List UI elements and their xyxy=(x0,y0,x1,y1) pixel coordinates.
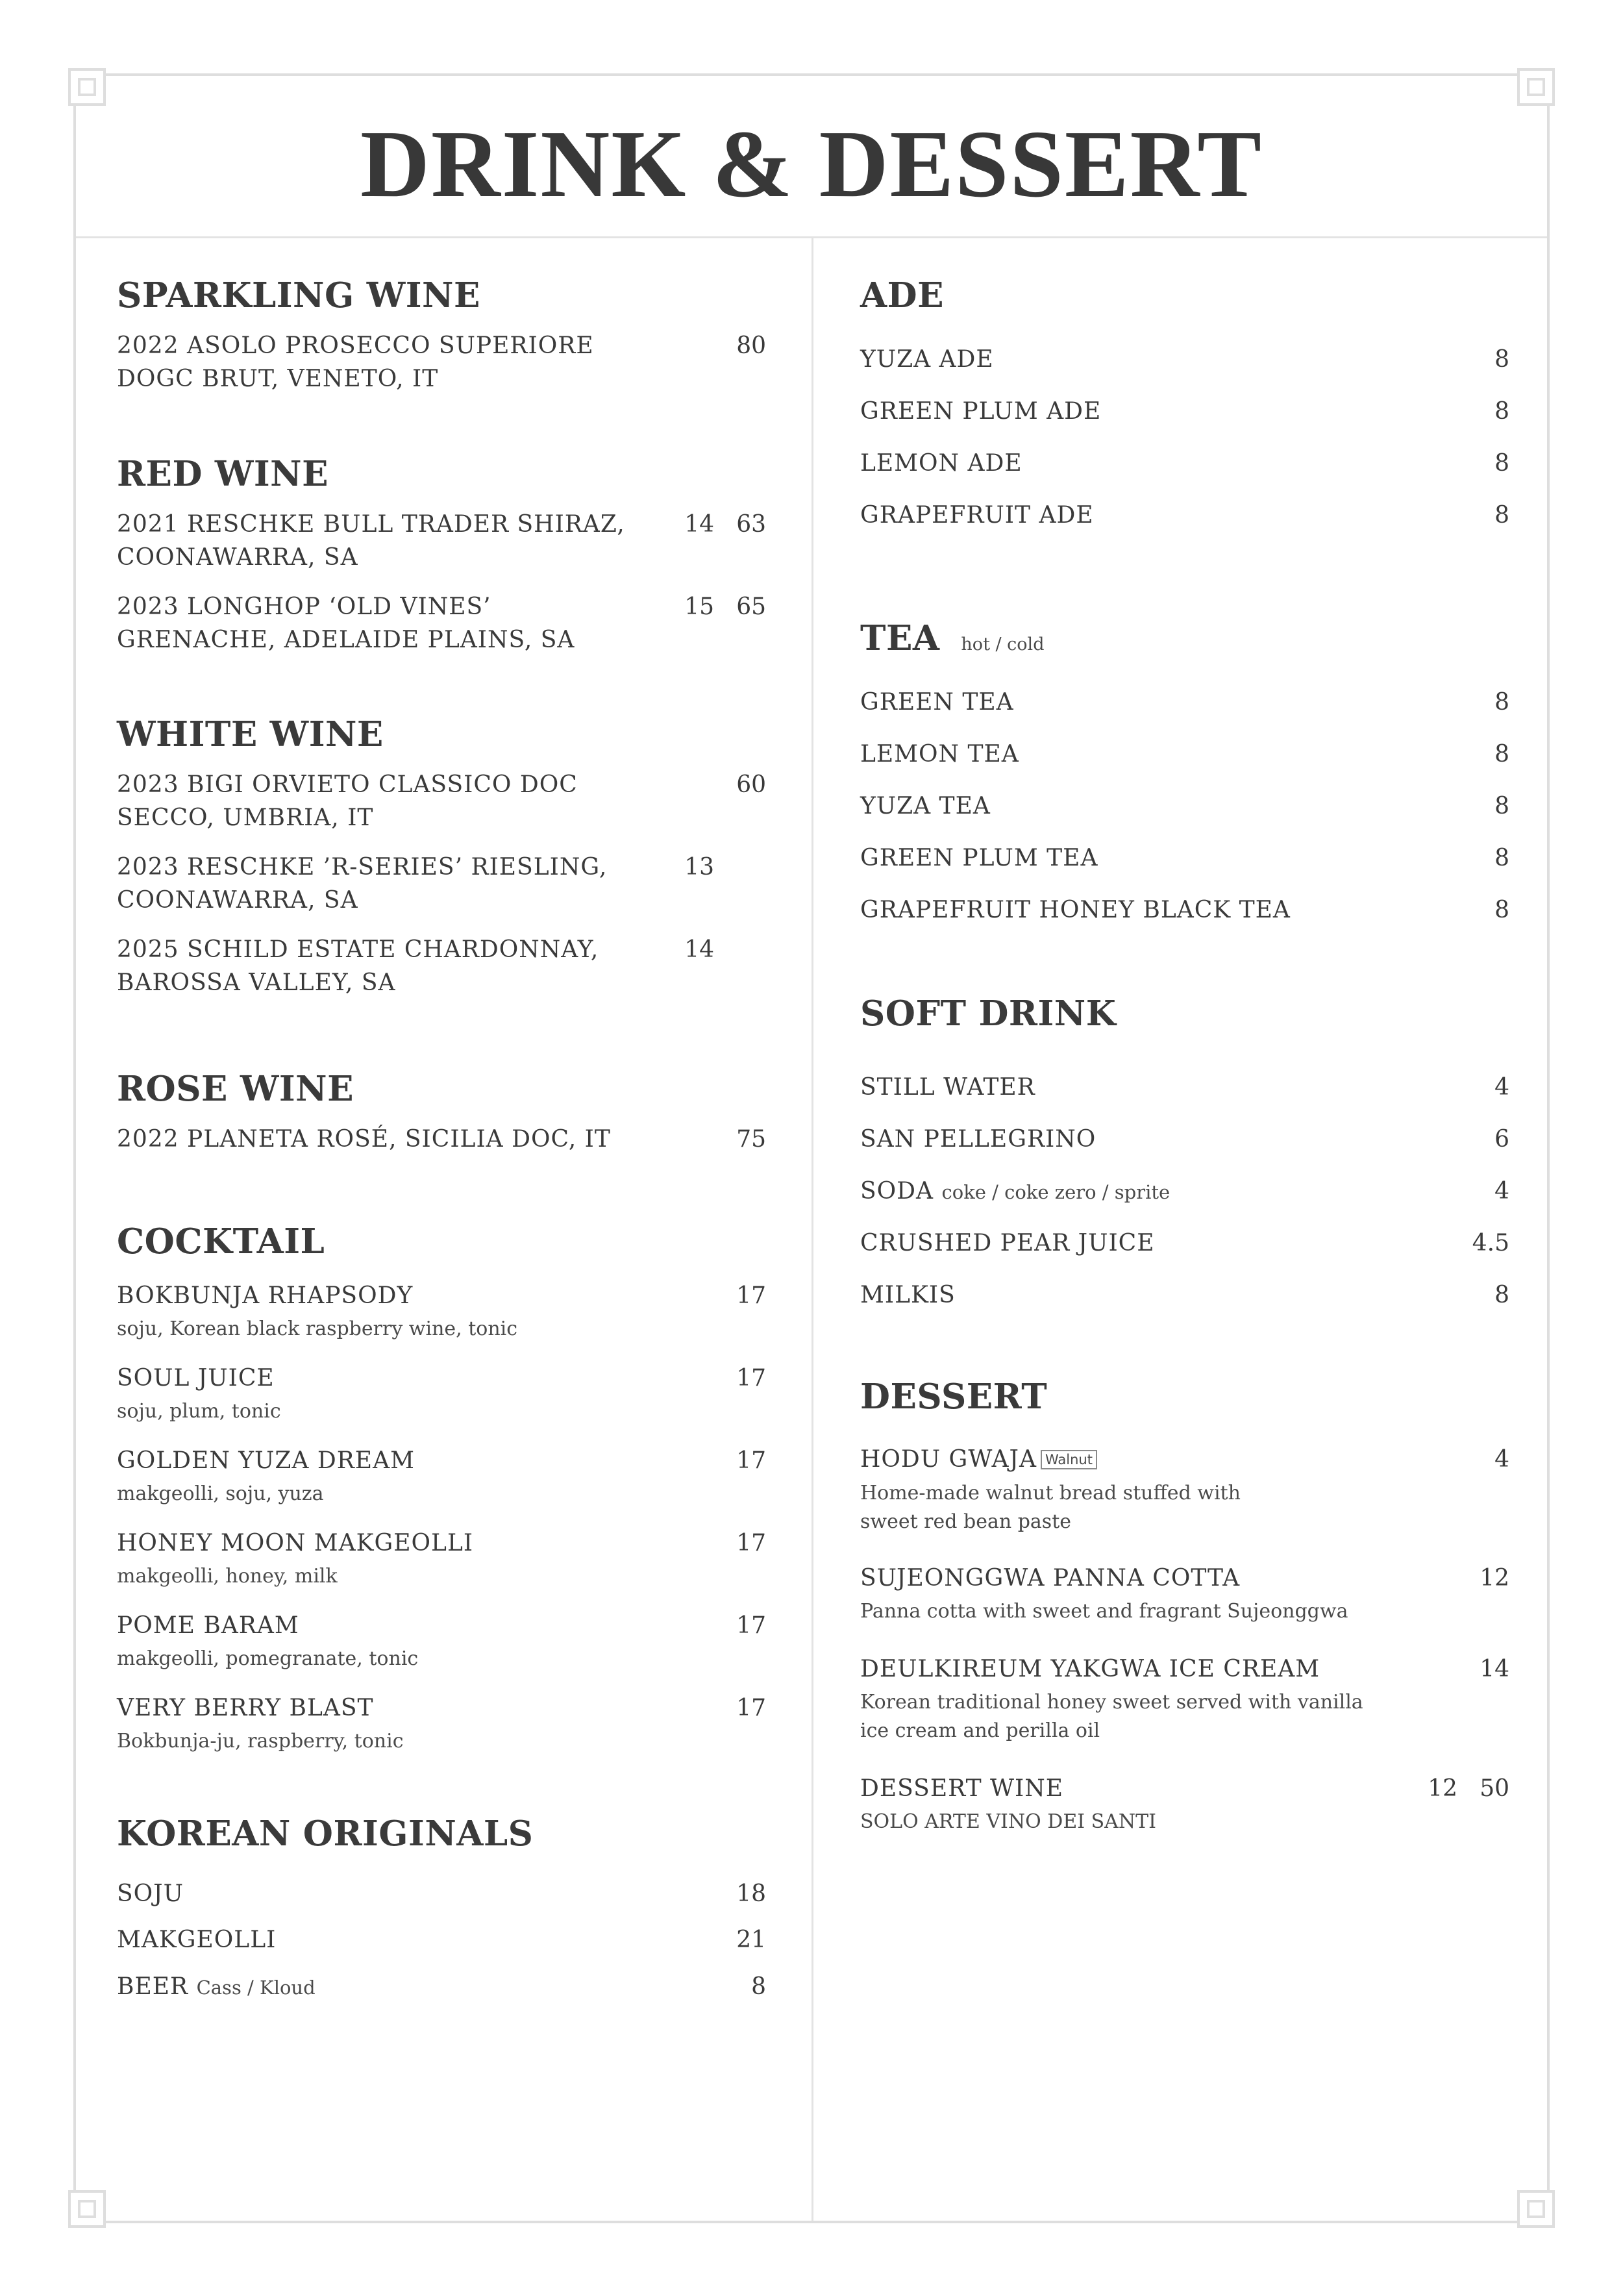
dessert-description: Korean traditional honey sweet served with vanilla xyxy=(860,1691,1363,1714)
drink-price: 8 xyxy=(1494,689,1509,716)
section-heading-red-wine: RED WINE xyxy=(117,454,329,494)
column-divider xyxy=(812,238,813,2221)
drink-note: coke / coke zero / sprite xyxy=(941,1181,1171,1203)
bottle-price: 63 xyxy=(736,511,766,538)
cocktail-price: 17 xyxy=(736,1612,766,1639)
wine-name: 2022 PLANETA ROSÉ, SICILIA DOC, IT xyxy=(117,1126,611,1153)
dessert-price: 12 xyxy=(1480,1565,1509,1591)
drink-price: 6 xyxy=(1494,1126,1509,1153)
wine-region: COONAWARRA, SA xyxy=(117,887,358,914)
cocktail-description: makgeolli, pomegranate, tonic xyxy=(117,1647,419,1670)
dessert-name: HODU GWAJA Walnut xyxy=(860,1443,1097,1476)
drink-name: SOJU xyxy=(117,1880,184,1907)
corner-ornament-bottom-right xyxy=(1517,2190,1555,2228)
drink-name: GREEN TEA xyxy=(860,689,1014,716)
section-heading-ade: ADE xyxy=(860,275,944,316)
drink-price: 8 xyxy=(1494,346,1509,373)
drink-name: GRAPEFRUIT HONEY BLACK TEA xyxy=(860,897,1291,923)
drink-price: 4.5 xyxy=(1472,1230,1509,1256)
drink-name: MILKIS xyxy=(860,1282,956,1308)
wine-name: 2021 RESCHKE BULL TRADER SHIRAZ, xyxy=(117,511,625,538)
dessert-name: SUJEONGGWA PANNA COTTA xyxy=(860,1565,1241,1591)
wine-name: 2023 BIGI ORVIETO CLASSICO DOC xyxy=(117,771,578,798)
drink-name: LEMON ADE xyxy=(860,450,1022,477)
cocktail-price: 17 xyxy=(736,1365,766,1391)
cocktail-description: soju, Korean black raspberry wine, tonic xyxy=(117,1317,518,1340)
drink-price: 21 xyxy=(736,1927,766,1953)
drink-price: 8 xyxy=(1494,502,1509,529)
cocktail-name: BOKBUNJA RHAPSODY xyxy=(117,1282,414,1309)
glass-price: 12 xyxy=(1428,1775,1457,1802)
drink-note: Cass / Kloud xyxy=(196,1977,316,1999)
tea-temperature-note: hot / cold xyxy=(961,634,1045,655)
drink-name: YUZA ADE xyxy=(860,346,994,373)
drink-price: 8 xyxy=(1494,793,1509,819)
wine-region: COONAWARRA, SA xyxy=(117,544,358,571)
drink-price: 8 xyxy=(1494,741,1509,767)
allergen-tag: Walnut xyxy=(1041,1450,1097,1469)
dessert-price: 4 xyxy=(1494,1446,1509,1473)
dessert-description: Panna cotta with sweet and fragrant Sujeonggwa xyxy=(860,1600,1348,1623)
bottle-price: 50 xyxy=(1480,1775,1509,1802)
cocktail-price: 17 xyxy=(736,1447,766,1474)
drink-name: GRAPEFRUIT ADE xyxy=(860,502,1094,529)
bottle-price: 75 xyxy=(736,1126,766,1153)
wine-region: BAROSSA VALLEY, SA xyxy=(117,969,396,996)
drink-name: CRUSHED PEAR JUICE xyxy=(860,1230,1155,1256)
section-heading-sparkling-wine: SPARKLING WINE xyxy=(117,275,480,316)
cocktail-price: 17 xyxy=(736,1530,766,1556)
corner-ornament-top-left xyxy=(68,68,106,106)
cocktail-description: Bokbunja-ju, raspberry, tonic xyxy=(117,1730,404,1753)
bottle-price: 60 xyxy=(736,771,766,798)
drink-price: 8 xyxy=(751,1973,766,2000)
cocktail-name: POME BARAM xyxy=(117,1612,299,1639)
wine-name: 2022 ASOLO PROSECCO SUPERIORE xyxy=(117,332,594,359)
cocktail-description: makgeolli, honey, milk xyxy=(117,1565,338,1588)
drink-price: 4 xyxy=(1494,1074,1509,1101)
drink-name: YUZA TEA xyxy=(860,793,991,819)
glass-price: 15 xyxy=(684,593,714,620)
section-heading-korean-originals: KOREAN ORIGINALS xyxy=(117,1814,534,1854)
drink-price: 8 xyxy=(1494,1282,1509,1308)
drink-name: SODA coke / coke zero / sprite xyxy=(860,1178,1171,1204)
drink-name: LEMON TEA xyxy=(860,741,1019,767)
wine-region: GRENACHE, ADELAIDE PLAINS, SA xyxy=(117,627,575,653)
bottle-price: 65 xyxy=(736,593,766,620)
dessert-description: SOLO ARTE VINO DEI SANTI xyxy=(860,1810,1156,1833)
cocktail-price: 17 xyxy=(736,1695,766,1721)
cocktail-name: HONEY MOON MAKGEOLLI xyxy=(117,1530,474,1556)
glass-price: 14 xyxy=(684,511,714,538)
corner-ornament-top-right xyxy=(1517,68,1555,106)
drink-name: BEER Cass / Kloud xyxy=(117,1973,316,2000)
dessert-description: ice cream and perilla oil xyxy=(860,1719,1100,1742)
section-heading-cocktail: COCKTAIL xyxy=(117,1221,325,1262)
cocktail-name: VERY BERRY BLAST xyxy=(117,1695,374,1721)
cocktail-description: makgeolli, soju, yuza xyxy=(117,1482,324,1505)
cocktail-name: GOLDEN YUZA DREAM xyxy=(117,1447,415,1474)
glass-price: 13 xyxy=(684,854,714,880)
dessert-name: DESSERT WINE xyxy=(860,1775,1064,1802)
drink-price: 8 xyxy=(1494,897,1509,923)
section-heading-rose-wine: ROSE WINE xyxy=(117,1069,354,1109)
cocktail-description: soju, plum, tonic xyxy=(117,1400,281,1423)
drink-price: 4 xyxy=(1494,1178,1509,1204)
drink-name: SAN PELLEGRINO xyxy=(860,1126,1096,1153)
glass-price: 14 xyxy=(684,936,714,963)
wine-name: 2023 LONGHOP ‘OLD VINES’ xyxy=(117,593,491,620)
dessert-description: sweet red bean paste xyxy=(860,1510,1072,1533)
page-title: DRINK & DESSERT xyxy=(360,111,1263,218)
dessert-name: DEULKIREUM YAKGWA ICE CREAM xyxy=(860,1656,1320,1682)
wine-region: DOGC BRUT, VENETO, IT xyxy=(117,366,439,392)
drink-price: 8 xyxy=(1494,845,1509,871)
section-heading-soft-drink: SOFT DRINK xyxy=(860,993,1117,1034)
section-heading-tea: TEA hot / cold xyxy=(860,618,1045,658)
drink-name: GREEN PLUM ADE xyxy=(860,398,1102,425)
corner-ornament-bottom-left xyxy=(68,2190,106,2228)
bottle-price: 80 xyxy=(736,332,766,359)
drink-name: GREEN PLUM TEA xyxy=(860,845,1098,871)
drink-price: 8 xyxy=(1494,398,1509,425)
dessert-description: Home-made walnut bread stuffed with xyxy=(860,1482,1241,1504)
drink-name: MAKGEOLLI xyxy=(117,1927,277,1953)
drink-price: 18 xyxy=(736,1880,766,1907)
dessert-price: 14 xyxy=(1480,1656,1509,1682)
section-heading-white-wine: WHITE WINE xyxy=(117,714,384,755)
wine-region: SECCO, UMBRIA, IT xyxy=(117,805,374,831)
cocktail-price: 17 xyxy=(736,1282,766,1309)
wine-name: 2025 SCHILD ESTATE CHARDONNAY, xyxy=(117,936,599,963)
section-heading-dessert: DESSERT xyxy=(860,1377,1048,1417)
drink-price: 8 xyxy=(1494,450,1509,477)
wine-name: 2023 RESCHKE ’R-SERIES’ RIESLING, xyxy=(117,854,608,880)
drink-name: STILL WATER xyxy=(860,1074,1035,1101)
cocktail-name: SOUL JUICE xyxy=(117,1365,275,1391)
